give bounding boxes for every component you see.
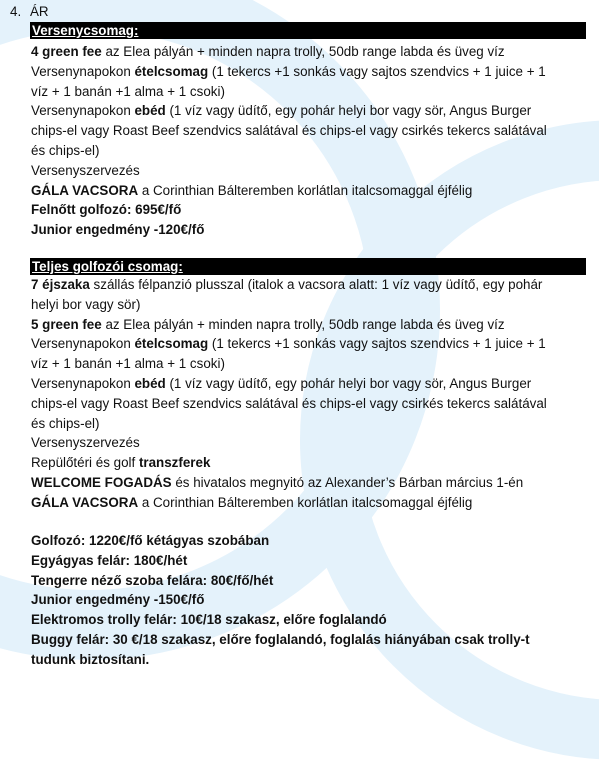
text-line: 7 éjszaka szállás félpanzió plusszal (italok a vacsora alatt: 1 víz vagy üdítő, egy pohár (31, 277, 543, 292)
price-line: Elektromos trolly felár: 10€/18 szakasz, előre foglalandó (31, 612, 387, 628)
text-line: és chips-el) (31, 142, 100, 158)
text-line: víz + 1 banán +1 alma + 1 csoki) (31, 83, 225, 99)
package-title-bar: Teljes golfozói csomag: (30, 258, 586, 275)
section-title: ÁR (30, 4, 49, 19)
text-line: Versenynapokon ételcsomag (1 tekercs +1 sonkás vagy sajtos szendvics + 1 juice + 1 (31, 336, 546, 352)
text-line: 4 green fee az Elea pályán + minden napra trolly, 50db range labda és üveg víz (31, 44, 505, 59)
package-details (31, 275, 591, 513)
price-line: Tengerre néző szoba felára: 80€/fő/hét (31, 572, 274, 588)
text-line: víz + 1 banán +1 alma + 1 csoki) (31, 356, 225, 372)
text-line: GÁLA VACSORA a Corinthian Bálteremben korlátlan italcsomaggal éjfélig (31, 494, 473, 510)
price-line: tudunk biztosítani. (31, 651, 150, 667)
text-line: és chips-el) (31, 415, 100, 431)
text-line: chips-el vagy Roast Beef szendvics salátával és chips-el vagy csirkés tekercs salátával (31, 395, 547, 411)
price-line: Egyágyas felár: 180€/hét (31, 552, 188, 568)
text-line: Versenynapokon ebéd (1 víz vagy üdítő, egy pohár helyi bor vagy sör, Angus Burger (31, 103, 532, 119)
price-list (31, 531, 591, 670)
text-line: Versenyszervezés (31, 435, 140, 451)
section-heading (10, 3, 49, 21)
package-title-bar: Versenycsomag: (30, 22, 586, 39)
text-line: Versenynapokon ebéd (1 víz vagy üdítő, egy pohár helyi bor vagy sör, Angus Burger (31, 375, 532, 391)
price-line: Junior engedmény -120€/fő (31, 222, 205, 238)
price-line: Junior engedmény -150€/fő (31, 592, 205, 608)
text-line: Versenyszervezés (31, 162, 140, 178)
text-line: WELCOME FOGADÁS és hivatalos megnyitó az Alexander’s Bárban március 1-én (31, 474, 524, 490)
text-line: GÁLA VACSORA a Corinthian Bálteremben korlátlan italcsomaggal éjfélig (31, 182, 473, 198)
text-line: Repülőtéri és golf transzferek (31, 455, 211, 471)
price-line: Golfozó: 1220€/fő kétágyas szobában (31, 533, 270, 548)
price-line: Buggy felár: 30 €/18 szakasz, előre foglalandó, foglalás hiányában csak trolly-t (31, 631, 530, 647)
package-details (31, 42, 591, 240)
text-line: 5 green fee az Elea pályán + minden napra trolly, 50db range labda és üveg víz (31, 316, 505, 332)
text-line: Versenynapokon ételcsomag (1 tekercs +1 sonkás vagy sajtos szendvics + 1 juice + 1 (31, 63, 546, 79)
text-line: chips-el vagy Roast Beef szendvics salátával és chips-el vagy csirkés tekercs salátával (31, 123, 547, 139)
text-line: helyi bor vagy sör) (31, 296, 141, 312)
price-line: Felnőtt golfozó: 695€/fő (31, 202, 182, 218)
section-number: 4. (10, 4, 22, 19)
